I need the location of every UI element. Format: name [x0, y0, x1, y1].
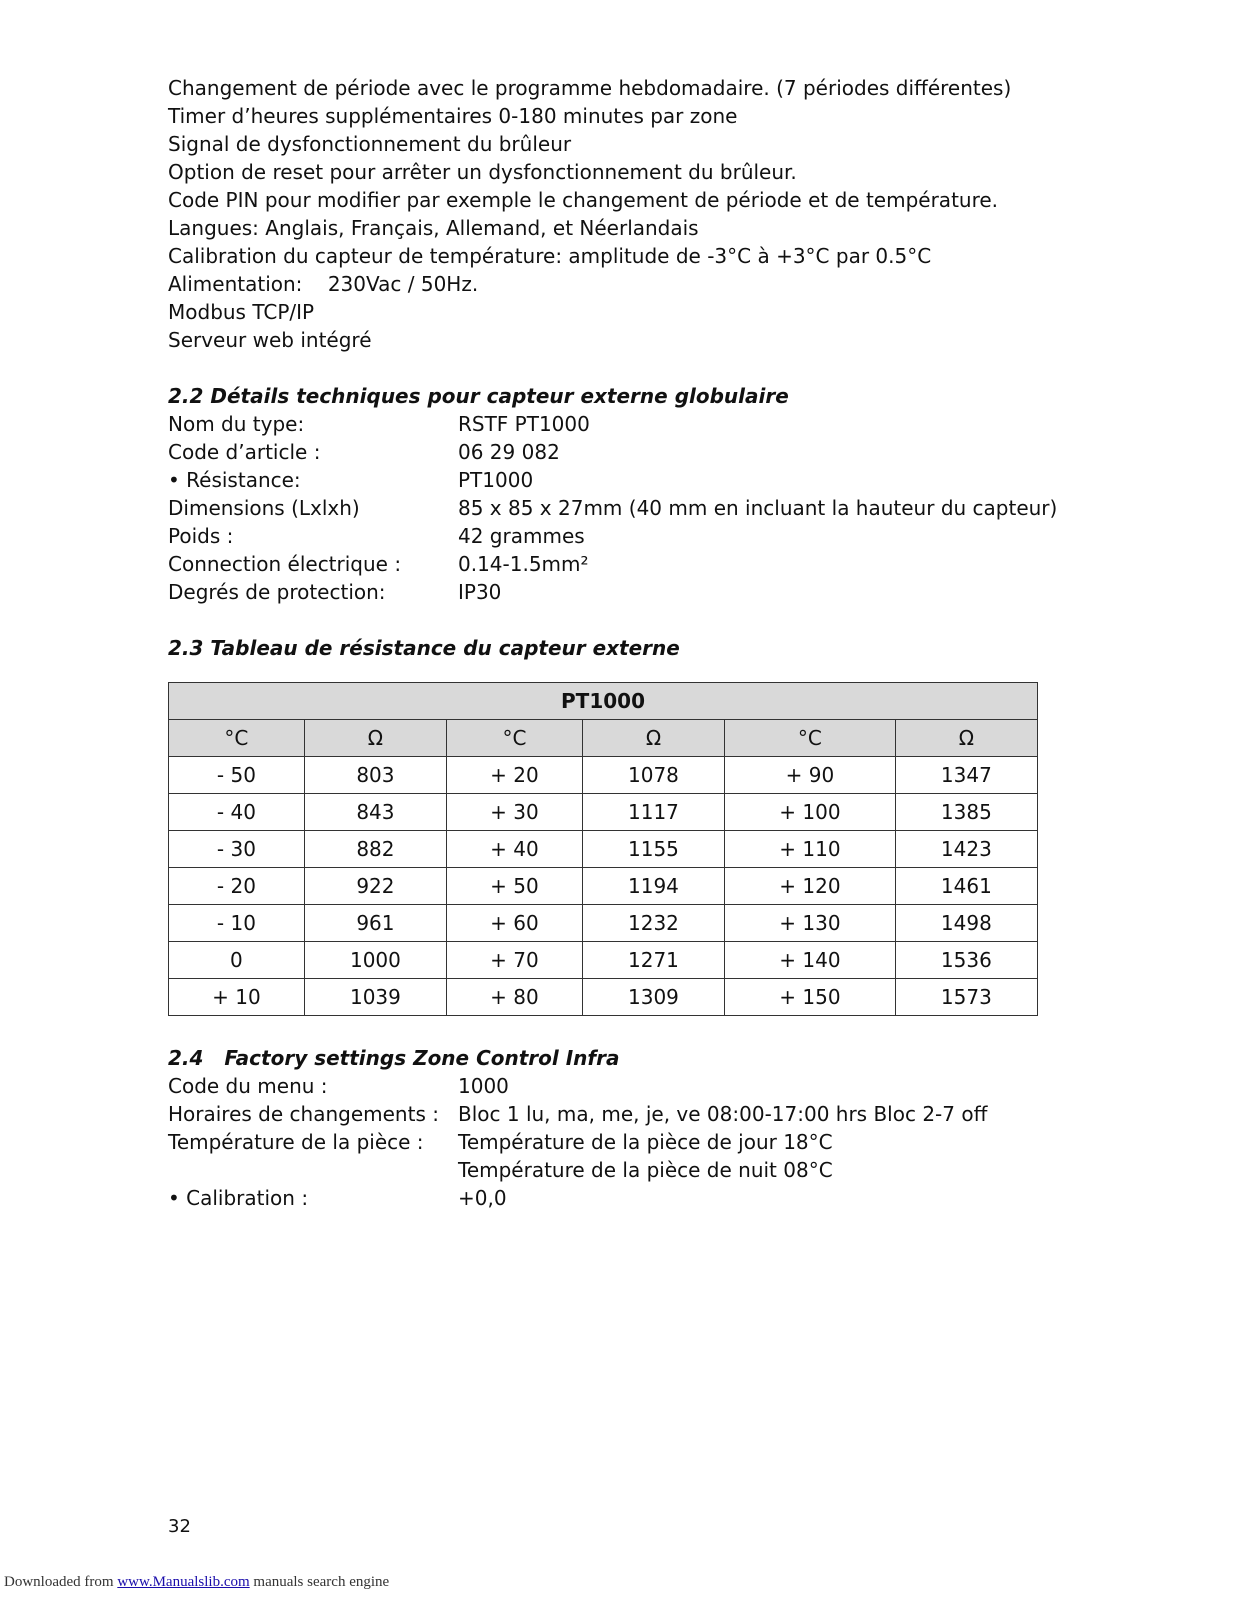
setting-key: Température de la pièce : — [168, 1130, 424, 1154]
table-cell: 1000 — [304, 942, 446, 979]
table-cell: 803 — [304, 757, 446, 794]
setting-row — [168, 1156, 1048, 1184]
table-cell: 922 — [304, 868, 446, 905]
table-cell: 1573 — [895, 979, 1037, 1016]
table-cell: + 60 — [447, 905, 583, 942]
spec-key: Poids : — [168, 524, 234, 548]
intro-line: Timer d’heures supplémentaires 0-180 minutes par zone — [168, 104, 738, 128]
table-row — [169, 757, 1038, 794]
column-header: °C — [725, 720, 896, 757]
table-cell: 1271 — [582, 942, 724, 979]
intro-line: Option de reset pour arrêter un dysfonctionnement du brûleur. — [168, 160, 797, 184]
setting-key: Horaires de changements : — [168, 1102, 439, 1126]
download-footer — [4, 1574, 389, 1591]
table-cell: + 80 — [447, 979, 583, 1016]
table-cell: 843 — [304, 794, 446, 831]
table-row — [169, 905, 1038, 942]
table-cell: 1232 — [582, 905, 724, 942]
table-cell: 0 — [169, 942, 305, 979]
table-row — [169, 942, 1038, 979]
table-cell: - 30 — [169, 831, 305, 868]
table-cell: + 20 — [447, 757, 583, 794]
column-header: °C — [447, 720, 583, 757]
table-cell: 1385 — [895, 794, 1037, 831]
setting-value: Température de la pièce de nuit 08°C — [458, 1158, 833, 1182]
table-cell: + 40 — [447, 831, 583, 868]
intro-list — [168, 74, 1048, 354]
spec-key: Dimensions (Lxlxh) — [168, 496, 360, 520]
table-cell: + 120 — [725, 868, 896, 905]
column-header: Ω — [582, 720, 724, 757]
spec-value: RSTF PT1000 — [458, 412, 590, 436]
table-cell: 1461 — [895, 868, 1037, 905]
spec-row — [168, 522, 1048, 550]
section-factory-settings — [168, 1044, 1048, 1212]
table-cell: 1347 — [895, 757, 1037, 794]
table-title: PT1000 — [169, 683, 1038, 720]
spec-value: 06 29 082 — [458, 440, 560, 464]
table-cell: 1155 — [582, 831, 724, 868]
setting-key — [168, 1156, 458, 1184]
table-cell: + 100 — [725, 794, 896, 831]
page-number: 32 — [168, 1516, 191, 1537]
table-cell: - 20 — [169, 868, 305, 905]
spec-row — [168, 466, 1048, 494]
setting-row — [168, 1100, 1048, 1128]
setting-key: Code du menu : — [168, 1074, 328, 1098]
spec-value: IP30 — [458, 580, 502, 604]
spec-value: 42 grammes — [458, 524, 585, 548]
spec-value: 85 x 85 x 27mm (40 mm en incluant la hauteur du capteur) — [458, 496, 1058, 520]
intro-line: Langues: Anglais, Français, Allemand, et Néerlandais — [168, 216, 699, 240]
setting-row — [168, 1128, 1048, 1156]
spec-key: Code d’article : — [168, 440, 321, 464]
spec-row — [168, 550, 1048, 578]
section-resistance-table — [168, 634, 1048, 1016]
table-cell: 1309 — [582, 979, 724, 1016]
section-heading: 2.4 Factory settings Zone Control Infra — [168, 1046, 620, 1070]
table-row — [169, 794, 1038, 831]
spec-row — [168, 494, 1058, 522]
intro-line: Code PIN pour modifier par exemple le changement de période et de température. — [168, 188, 999, 212]
column-header: Ω — [895, 720, 1037, 757]
spec-value: PT1000 — [458, 468, 534, 492]
table-cell: 1078 — [582, 757, 724, 794]
table-cell: - 10 — [169, 905, 305, 942]
table-cell: + 110 — [725, 831, 896, 868]
table-cell: 1536 — [895, 942, 1037, 979]
intro-line: Changement de période avec le programme hebdomadaire. (7 périodes différentes) — [168, 76, 1012, 100]
table-cell: 1039 — [304, 979, 446, 1016]
spec-key: Nom du type: — [168, 412, 305, 436]
spec-row — [168, 438, 1048, 466]
setting-value: 1000 — [458, 1074, 509, 1098]
table-cell: 1498 — [895, 905, 1037, 942]
table-cell: 882 — [304, 831, 446, 868]
table-row — [169, 979, 1038, 1016]
intro-line: Modbus TCP/IP — [168, 300, 315, 324]
table-row — [169, 868, 1038, 905]
intro-line: Calibration du capteur de température: amplitude de -3°C à +3°C par 0.5°C — [168, 244, 932, 268]
table-cell: 961 — [304, 905, 446, 942]
table-cell: + 70 — [447, 942, 583, 979]
intro-line: Serveur web intégré — [168, 328, 372, 352]
resistance-table — [168, 682, 1038, 1016]
footer-suffix: manuals search engine — [249, 1574, 390, 1590]
section-heading: 2.2 Détails techniques pour capteur externe globulaire — [168, 384, 789, 408]
document-page — [168, 74, 1058, 1212]
table-cell: + 50 — [447, 868, 583, 905]
column-header: °C — [169, 720, 305, 757]
section-heading: 2.3 Tableau de résistance du capteur externe — [168, 636, 680, 660]
spec-key: Connection électrique : — [168, 552, 402, 576]
setting-value: +0,0 — [458, 1186, 507, 1210]
table-cell: + 10 — [169, 979, 305, 1016]
table-cell: + 90 — [725, 757, 896, 794]
spec-key: Degrés de protection: — [168, 580, 386, 604]
setting-key: • Calibration : — [168, 1186, 309, 1210]
table-cell: + 30 — [447, 794, 583, 831]
table-cell: - 40 — [169, 794, 305, 831]
table-cell: 1194 — [582, 868, 724, 905]
table-row — [169, 831, 1038, 868]
table-cell: 1423 — [895, 831, 1037, 868]
manualslib-link[interactable]: www.Manualslib.com — [117, 1574, 250, 1590]
setting-row — [168, 1184, 1048, 1212]
setting-value: Température de la pièce de jour 18°C — [458, 1130, 833, 1154]
section-technical-details — [168, 382, 1058, 606]
table-cell: + 130 — [725, 905, 896, 942]
table-cell: + 150 — [725, 979, 896, 1016]
setting-row — [168, 1072, 1048, 1100]
table-cell: + 140 — [725, 942, 896, 979]
intro-line: Alimentation: 230Vac / 50Hz. — [168, 272, 479, 296]
table-cell: 1117 — [582, 794, 724, 831]
spec-row — [168, 410, 1048, 438]
table-cell: - 50 — [169, 757, 305, 794]
intro-line: Signal de dysfonctionnement du brûleur — [168, 132, 572, 156]
spec-key: • Résistance: — [168, 468, 301, 492]
column-header: Ω — [304, 720, 446, 757]
spec-row — [168, 578, 1048, 606]
spec-value: 0.14-1.5mm² — [458, 552, 589, 576]
setting-value: Bloc 1 lu, ma, me, je, ve 08:00-17:00 hrs Bloc 2-7 off — [458, 1102, 988, 1126]
footer-prefix: Downloaded from — [4, 1574, 118, 1590]
